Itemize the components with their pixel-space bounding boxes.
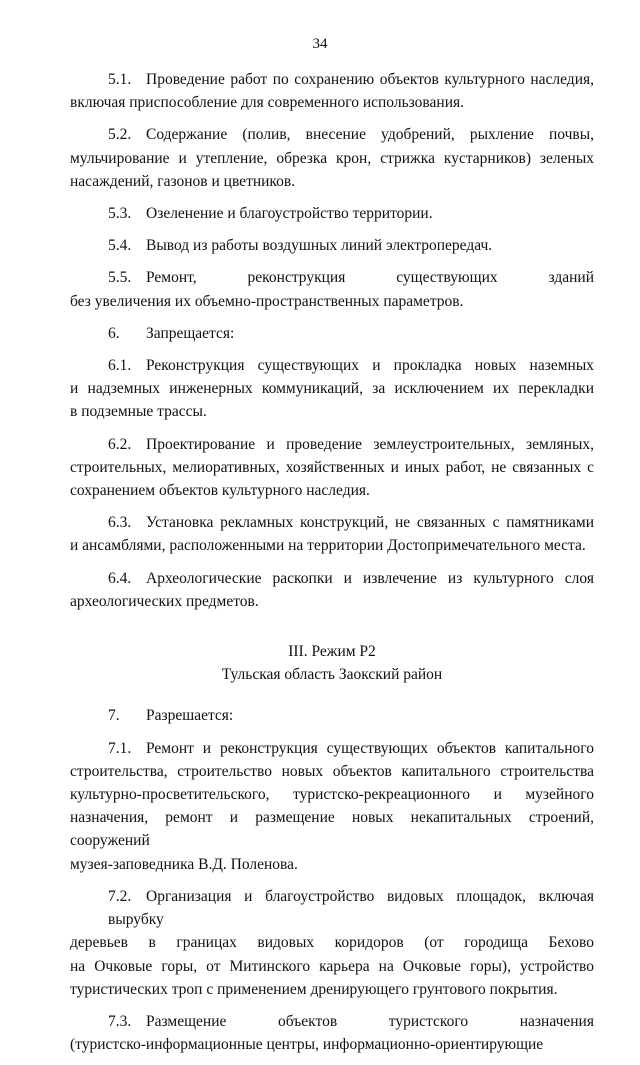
clause-text: Ремонт и реконструкция существующих объектов капитального [146, 739, 594, 757]
clause-line: сохранением объектов культурного наследия. [70, 482, 370, 500]
clause-line: на Очковые горы, от Митинского карьера на Очковые горы), устройство [70, 957, 594, 975]
clause-line: без увеличения их объемно-пространственных параметров. [70, 292, 464, 310]
clause-number: 6.4. [108, 569, 132, 587]
clause-first-line [70, 202, 594, 225]
clause-first-line [70, 68, 594, 91]
clause-paragraph [70, 123, 594, 193]
clause-number: 6.2. [108, 435, 132, 453]
clause-line: строительных, мелиоративных, хозяйственных и иных работ, не связанных с [70, 458, 594, 476]
clause-first-line [70, 354, 594, 377]
clause-paragraph [70, 737, 594, 876]
clause-text: Содержание (полив, внесение удобрений, рыхление почвы, [146, 126, 594, 144]
clause-line: (туристско-информационные центры, информационно-ориентирующие [70, 1036, 544, 1054]
clause-text: Организация и благоустройство видовых площадок, включая вырубку [108, 887, 594, 929]
clause-text: Реконструкция существующих и прокладка новых наземных [146, 357, 594, 375]
clause-text: Размещение объектов туристского назначения [146, 1012, 594, 1030]
clause-text: Ремонт, реконструкция существующих зданий [146, 269, 594, 287]
clause-text: Запрещается: [146, 324, 235, 342]
clauses-block-b [70, 704, 594, 1056]
clause-paragraph [70, 234, 594, 257]
clause-line: и надземных инженерных коммуникаций, за исключением их перекладки [70, 380, 594, 398]
clause-first-line [70, 266, 594, 289]
clause-text: Озеленение и благоустройство территории. [146, 205, 433, 223]
clause-first-line [70, 885, 594, 931]
clause-number: 6. [108, 324, 120, 342]
clause-number: 7. [108, 707, 120, 725]
clause-paragraph [70, 704, 594, 727]
clause-first-line [70, 234, 594, 257]
clause-line: включая приспособление для современного использования. [70, 94, 465, 112]
clause-line: назначения, ремонт и размещение новых некапитальных строений, сооружений [70, 809, 594, 850]
clause-text: Проведение работ по сохранению объектов культурного наследия, [146, 71, 594, 88]
clause-line: туристических троп с применением дренирующего грунтового покрытия. [70, 980, 558, 998]
clause-line: археологических предметов. [70, 592, 259, 610]
clause-paragraph [70, 511, 594, 557]
clause-paragraph [70, 202, 594, 225]
clause-paragraph [70, 567, 594, 613]
clause-number: 5.2. [108, 126, 132, 144]
clauses-block-a [70, 68, 594, 613]
clause-line: культурно-просветительского, туристско-рекреационного и музейного [70, 786, 594, 804]
clause-line: мульчирование и утепление, обрезка крон, стрижка кустарников) зеленых [70, 149, 594, 167]
document-body [70, 68, 594, 1065]
clause-first-line [70, 704, 594, 727]
clause-first-line [70, 1010, 594, 1033]
section-subtitle: Тульская область Заокский район [221, 666, 443, 684]
clause-paragraph [70, 1010, 594, 1056]
clause-first-line [70, 123, 594, 146]
clause-text: Установка рекламных конструкций, не связанных с памятниками [146, 514, 594, 532]
clause-paragraph [70, 68, 594, 114]
clause-first-line [70, 322, 594, 345]
clause-text: Археологические раскопки и извлечение из культурного слоя [146, 569, 594, 587]
page-number: 34 [312, 36, 328, 52]
clause-paragraph [70, 354, 594, 424]
clause-paragraph [70, 266, 594, 312]
section-title: III. Режим Р2 [288, 643, 376, 661]
clause-first-line [70, 511, 594, 534]
clause-first-line [70, 567, 594, 590]
clause-line: в подземные трассы. [70, 403, 207, 421]
clause-number: 5.5. [108, 269, 132, 287]
clause-line: деревьев в границах видовых коридоров (от городища Бехово [70, 934, 594, 952]
clause-first-line [70, 433, 594, 456]
clause-line: насаждений, газонов и цветников. [70, 172, 296, 190]
clause-line: музея-заповедника В.Д. Поленова. [70, 855, 298, 873]
clause-number: 7.1. [108, 739, 132, 757]
clause-number: 5.1. [108, 71, 132, 88]
clause-paragraph [70, 433, 594, 503]
clause-text: Разрешается: [146, 707, 234, 725]
clause-line: и ансамблями, расположенными на территории Достопримечательного места. [70, 537, 586, 555]
clause-number: 7.3. [108, 1012, 132, 1030]
clause-number: 5.4. [108, 237, 132, 255]
clause-paragraph [70, 322, 594, 345]
clause-line: строительства, строительство новых объектов капитального строительства [70, 762, 594, 780]
clause-text: Проектирование и проведение землеустроительных, земляных, [146, 435, 594, 453]
clause-number: 7.2. [108, 887, 132, 905]
clause-first-line [70, 737, 594, 760]
clause-number: 6.3. [108, 514, 132, 532]
clause-number: 5.3. [108, 205, 132, 223]
clause-number: 6.1. [108, 357, 132, 375]
clause-paragraph [70, 885, 594, 1001]
clause-text: Вывод из работы воздушных линий электропередач. [146, 237, 493, 255]
